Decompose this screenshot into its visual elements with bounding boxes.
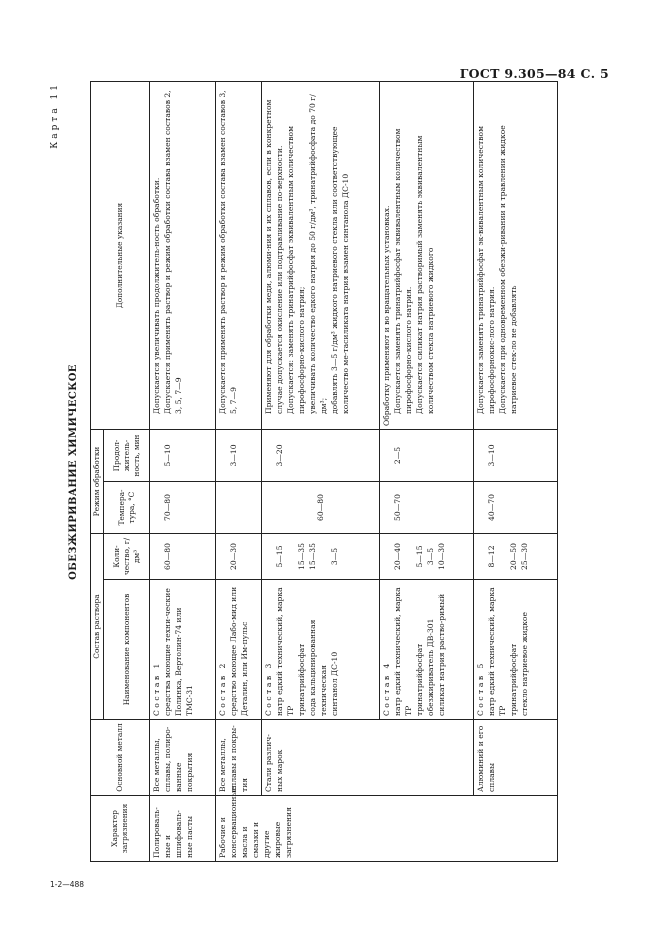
- quantity: 15—35: [308, 543, 317, 570]
- note: Обработку применяют и во вращательных установках.: [382, 205, 391, 426]
- quantity: 25—30: [520, 543, 529, 570]
- component: синтанол ДС-10: [330, 651, 339, 716]
- quantity: 5—15: [275, 545, 284, 568]
- note: Допускается при одновременном обезжи-ривании и травлении жидкое натриевое стек-ло не добавлять: [498, 125, 518, 414]
- page-title: ОБЕЗЖИРИВАНИЕ ХИМИЧЕСКОЕ: [68, 364, 79, 580]
- component: тринатрийфосфат: [509, 643, 518, 716]
- cell-temperature: [474, 482, 558, 534]
- cell-duration: [150, 430, 216, 482]
- cell-notes: [216, 82, 262, 430]
- quantity: 8—12: [487, 545, 496, 568]
- temperature: 50—70: [393, 494, 402, 521]
- composition-label: Состав 2: [218, 661, 227, 716]
- temperature: 70—80: [163, 494, 172, 521]
- note: Применяют для обработки меди, алюми-ния и их сплавов, если в конкретном случае допускается окисление или подтравливание по-верхности.: [264, 99, 284, 414]
- header-quantity: Коли-чество, г/дм³: [104, 534, 150, 580]
- component: средства моющие техни-ческие Полинка, Вертолин-74 или ТМС-31: [163, 588, 194, 716]
- component: натр едкий технический, марка ТР: [393, 587, 413, 716]
- note: добавлять 3—5 г/дм³ жидкого натриевого стекла или соответствующее количество ме-тасиликата натрия взамен синтанола ДС-10: [330, 126, 350, 414]
- quantity: 15—35: [297, 543, 306, 570]
- cell-contamination: Полироваль-ные и шлифоваль-ные пасты: [150, 796, 216, 862]
- duration: 2—5: [393, 446, 402, 465]
- note: Допускается применять раствор и режим обработки состава взамен составов 3, 5, 7—9: [218, 90, 238, 414]
- component: сода кальцинированная техническая: [308, 619, 328, 716]
- degreasing-table: [90, 81, 558, 862]
- header-solution-group: Состав раствора: [91, 534, 104, 720]
- cell-components: [262, 580, 380, 720]
- header-duration: Продол-житель-ность, мин: [104, 430, 150, 482]
- quantity: 20—30: [229, 543, 238, 570]
- cell-metal: Все металлы, сплавы и покры-тия: [216, 720, 262, 796]
- page-header: ГОСТ 9.305—84 С. 5: [459, 66, 609, 81]
- component: средство моющее Лабо-мид или Деталин, или Им-пульс: [229, 586, 249, 716]
- component: натр едкий технический, марка ТР: [487, 587, 507, 716]
- cell-temperature: [150, 482, 216, 534]
- cell-temperature: [380, 482, 474, 534]
- quantity: 20—40: [393, 543, 402, 570]
- table-row: [150, 82, 216, 862]
- header-mode-group: Режим обработки: [91, 430, 104, 534]
- cell-quantity: [262, 534, 380, 580]
- component: тринатрийфосфат: [415, 643, 424, 716]
- rotated-page-content: [50, 82, 610, 862]
- note: Допускается заменять тринатрийфосфат эк-вивалентным количеством пирофосфорнокис-лого натрия.: [476, 125, 496, 414]
- quantity: 20—50: [509, 543, 518, 570]
- component: силикат натрия раство-римый: [437, 593, 446, 716]
- header-components: Наименование компонентов: [104, 580, 150, 720]
- composition-label: Состав 4: [382, 661, 391, 716]
- cell-components: [380, 580, 474, 720]
- quantity: 3—5: [330, 547, 339, 566]
- cell-temperature: [262, 482, 380, 534]
- cell-notes: [150, 82, 216, 430]
- cell-components: [150, 580, 216, 720]
- header-temperature: Темпера-тура, °С: [104, 482, 150, 534]
- temperature: 40—70: [487, 494, 496, 521]
- note: увеличивать количество едкого натрия до 50 г/дм³, тринатрийфосфата до 70 г/дм³;: [308, 94, 328, 414]
- duration: 5—10: [163, 444, 172, 467]
- table-row: [474, 82, 558, 862]
- cell-duration: [380, 430, 474, 482]
- note: Допускается применять раствор и режим обработки состава взамен составов 2, 3, 5, 7—9: [163, 90, 183, 414]
- duration: 3—10: [229, 444, 238, 467]
- table-row: [216, 82, 262, 862]
- quantity: 10—30: [437, 543, 446, 570]
- cell-notes: [262, 82, 380, 430]
- cell-notes: [474, 82, 558, 430]
- quantity: 5—15: [415, 545, 424, 568]
- cell-metal: Все металлы, сплавы, полиро-ванные покрытия: [150, 720, 216, 796]
- cell-metal: Стали различ-ных марок: [262, 720, 474, 796]
- cell-quantity: [216, 534, 262, 580]
- component: тринатрийфосфат: [297, 643, 306, 716]
- cell-duration: [262, 430, 380, 482]
- component: обезжириватель ДВ-301: [426, 618, 435, 716]
- component: стекло натриевое жидкое: [520, 612, 529, 716]
- composition-label: Состав 5: [476, 661, 485, 716]
- composition-label: Состав 1: [152, 661, 161, 716]
- header-contamination: Характер загрязнения: [91, 796, 150, 862]
- quantity: 60—80: [163, 543, 172, 570]
- cell-contamination: Рабочие и консервационные масла и смазки и другие жировые загрязнения: [216, 796, 558, 862]
- table-row: [262, 82, 380, 862]
- cell-quantity: [474, 534, 558, 580]
- duration: 3—20: [275, 444, 284, 467]
- header-notes: Дополнительные указания: [91, 82, 150, 430]
- quantity: 3—5: [426, 547, 435, 566]
- duration: 3—10: [487, 444, 496, 467]
- cell-notes: [380, 82, 474, 430]
- temperature: 60—80: [316, 494, 325, 521]
- header-metal: Основной металл: [91, 720, 150, 796]
- note: Допускается: заменять тринатрийфосфат эквивалентным количеством пирофосфорно-кислого натрия;: [286, 125, 306, 414]
- cell-metal: Алюминий и его сплавы: [474, 720, 558, 796]
- cell-quantity: [380, 534, 474, 580]
- page-footer: 1-2—488: [50, 880, 85, 889]
- cell-components: [474, 580, 558, 720]
- card-label: Карта 11: [50, 82, 60, 149]
- note: Допускается силикат натрия растворимый заменять эквивалентным количеством стекла натриевого жидкого: [415, 135, 435, 414]
- note: Допускается увеличивать продолжитель-ность обработки.: [152, 177, 161, 414]
- cell-temperature: [216, 482, 262, 534]
- cell-duration: [216, 430, 262, 482]
- cell-duration: [474, 430, 558, 482]
- cell-quantity: [150, 534, 216, 580]
- composition-label: Состав 3: [264, 661, 273, 716]
- component: натр едкий технический, марка ТР: [275, 587, 295, 716]
- cell-components: [216, 580, 262, 720]
- note: Допускается заменять тринатрийфосфат эквивалентным количеством пирофосфорно-кислого натрия.: [393, 128, 413, 414]
